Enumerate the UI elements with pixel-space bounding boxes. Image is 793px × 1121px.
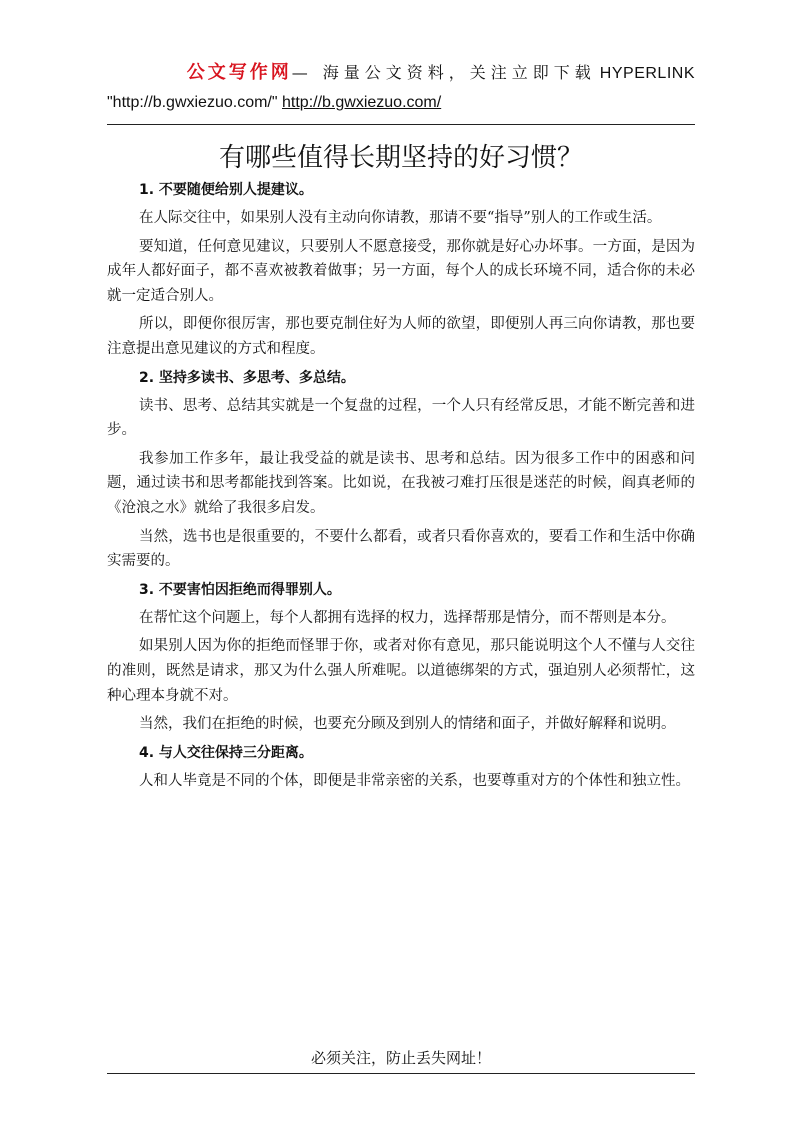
footer-divider [107,1073,695,1074]
section-heading: 3. 不要害怕因拒绝而得罪别人。 [139,581,341,598]
page-header [107,58,695,117]
paragraph: 如果别人因为你的拒绝而怪罪于你，或者对你有意见，那只能说明这个人不懂与人交往的准则，既然是请求，那又为什么强人所难呢。以道德绑架的方式，强迫别人必须帮忙，这种心理本身就不对。 [107,638,695,704]
document-title: 有哪些值得长期坚持的好习惯？ [218,143,583,173]
header-divider [107,124,695,125]
brand-name[interactable]: 公文写作网 [186,62,292,83]
section-heading: 2. 坚持多读书、多思考、多总结。 [139,369,355,386]
section-heading: 1. 不要随便给别人提建议。 [139,182,313,198]
section-heading: 4. 与人交往保持三分距离。 [139,744,313,761]
header-link-line [107,89,695,117]
paragraph: 当然，选书也是很重要的，不要什么都看，或者只看你喜欢的，要看工作和生活中你确实需要的。 [107,528,695,570]
document-body [107,178,695,797]
header-line [107,58,695,89]
section-3 [107,578,695,737]
paragraph: 人和人毕竟是不同的个体，即便是非常亲密的关系，也要尊重对方的个体性和独立性。 [139,772,690,789]
header-tagline: — 海量公文资料，关注立即下载 [291,63,596,82]
paragraph: 所以，即便你很厉害，那也要克制住好为人师的欲望，即便别人再三向你请教，那也要注意提出意见建议的方式和程度。 [107,316,695,357]
footer-notice: 必须关注，防止丢失网址！ [310,1049,491,1067]
site-url-link[interactable]: http://b.gwxiezuo.com/ [282,94,442,111]
hyperlink-field-code: HYPERLINK [599,65,695,82]
paragraph: 在帮忙这个问题上，每个人都拥有选择的权力，选择帮那是情分，而不帮则是本分。 [139,609,676,626]
paragraph: 在人际交往中，如果别人没有主动向你请教，那请不要“指导”别人的工作或生活。 [139,210,662,226]
paragraph: 要知道，任何意见建议，只要别人不愿意接受，那你就是好心办坏事。一方面，是因为成年人都好面子，都不喜欢被教着做事；另一方面，每个人的成长环境不同，适合你的未必就一定适合别人。 [107,238,695,304]
link-field-text: "http://b.gwxiezuo.com/" [107,94,278,111]
section-2 [107,366,695,574]
paragraph: 我参加工作多年，最让我受益的就是读书、思考和总结。因为很多工作中的困惑和问题，通过读书和思考都能找到答案。比如说，在我被刁难打压很是迷茫的时候，阎真老师的《沧浪之水》就给了我很多启发。 [107,450,695,516]
section-1 [107,178,695,362]
section-4 [107,741,695,794]
paragraph: 当然，我们在拒绝的时候，也要充分顾及到别人的情绪和面子，并做好解释和说明。 [139,716,676,733]
paragraph: 读书、思考、总结其实就是一个复盘的过程，一个人只有经常反思，才能不断完善和进步。 [107,397,695,439]
